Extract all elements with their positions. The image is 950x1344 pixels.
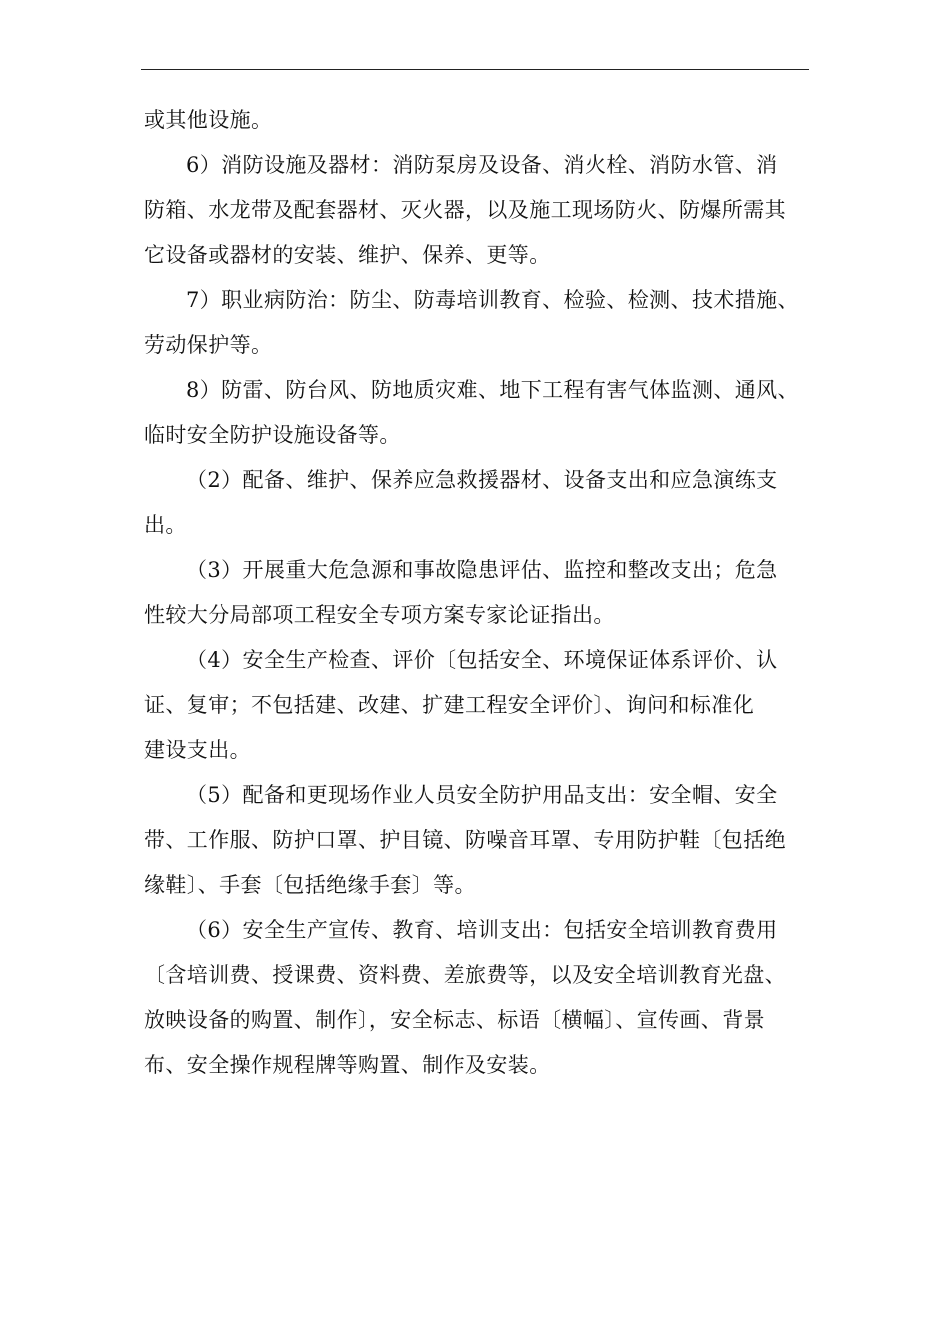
text-line-10: 出。: [144, 513, 187, 537]
text-line-22: 布、安全操作规程牌等购置、制作及安装。: [144, 1053, 551, 1077]
text-line-20: 〔含培训费、授课费、资料费、差旅费等，以及安全培训教育光盘、: [144, 963, 786, 987]
item-8-lightning-typhoon: 8）防雷、防台风、防地质灾难、地下工程有害气体监测、通风、: [186, 378, 799, 402]
text-line-1: 或其他设施。: [144, 108, 273, 132]
text-line-14: 证、复审；不包括建、改建、扩建工程安全评价〕、询问和标准化: [144, 693, 755, 717]
text-line-4: 它设备或器材的安装、维护、保养、更等。: [144, 243, 551, 267]
item-2-emergency-equipment: （2）配备、维护、保养应急救援器材、设备支出和应急演练支: [186, 468, 778, 492]
text-line-17: 带、工作服、防护口罩、护目镜、防噪音耳罩、专用防护鞋〔包括绝: [144, 828, 786, 852]
header-divider: [141, 69, 809, 70]
item-7-occupational-disease: 7）职业病防治：防尘、防毒培训教育、检验、检测、技术措施、: [186, 288, 799, 312]
text-line-18: 缘鞋〕、手套〔包括绝缘手套〕等。: [144, 873, 476, 897]
item-3-hazard-assessment: （3）开展重大危急源和事故隐患评估、监控和整改支出；危急: [186, 558, 778, 582]
item-4-safety-inspection: （4）安全生产检查、评价〔包括安全、环境保证体系评价、认: [186, 648, 778, 672]
text-line-15: 建设支出。: [144, 738, 251, 762]
text-line-8: 临时安全防护设施设备等。: [144, 423, 401, 447]
item-6-fire-equipment: 6）消防设施及器材：消防泵房及设备、消火栓、消防水管、消: [186, 153, 778, 177]
item-6-safety-training: （6）安全生产宣传、教育、培训支出：包括安全培训教育费用: [186, 918, 778, 942]
text-line-21: 放映设备的购置、制作〕，安全标志、标语〔横幅〕、宣传画、背景: [144, 1008, 765, 1032]
text-line-6: 劳动保护等。: [144, 333, 273, 357]
text-line-12: 性较大分局部项工程安全专项方案专家论证指出。: [144, 603, 615, 627]
document-body: [144, 98, 814, 1088]
text-line-3: 防箱、水龙带及配套器材、灭火器，以及施工现场防火、防爆所需其: [144, 198, 786, 222]
item-5-protective-gear: （5）配备和更现场作业人员安全防护用品支出：安全帽、安全: [186, 783, 778, 807]
